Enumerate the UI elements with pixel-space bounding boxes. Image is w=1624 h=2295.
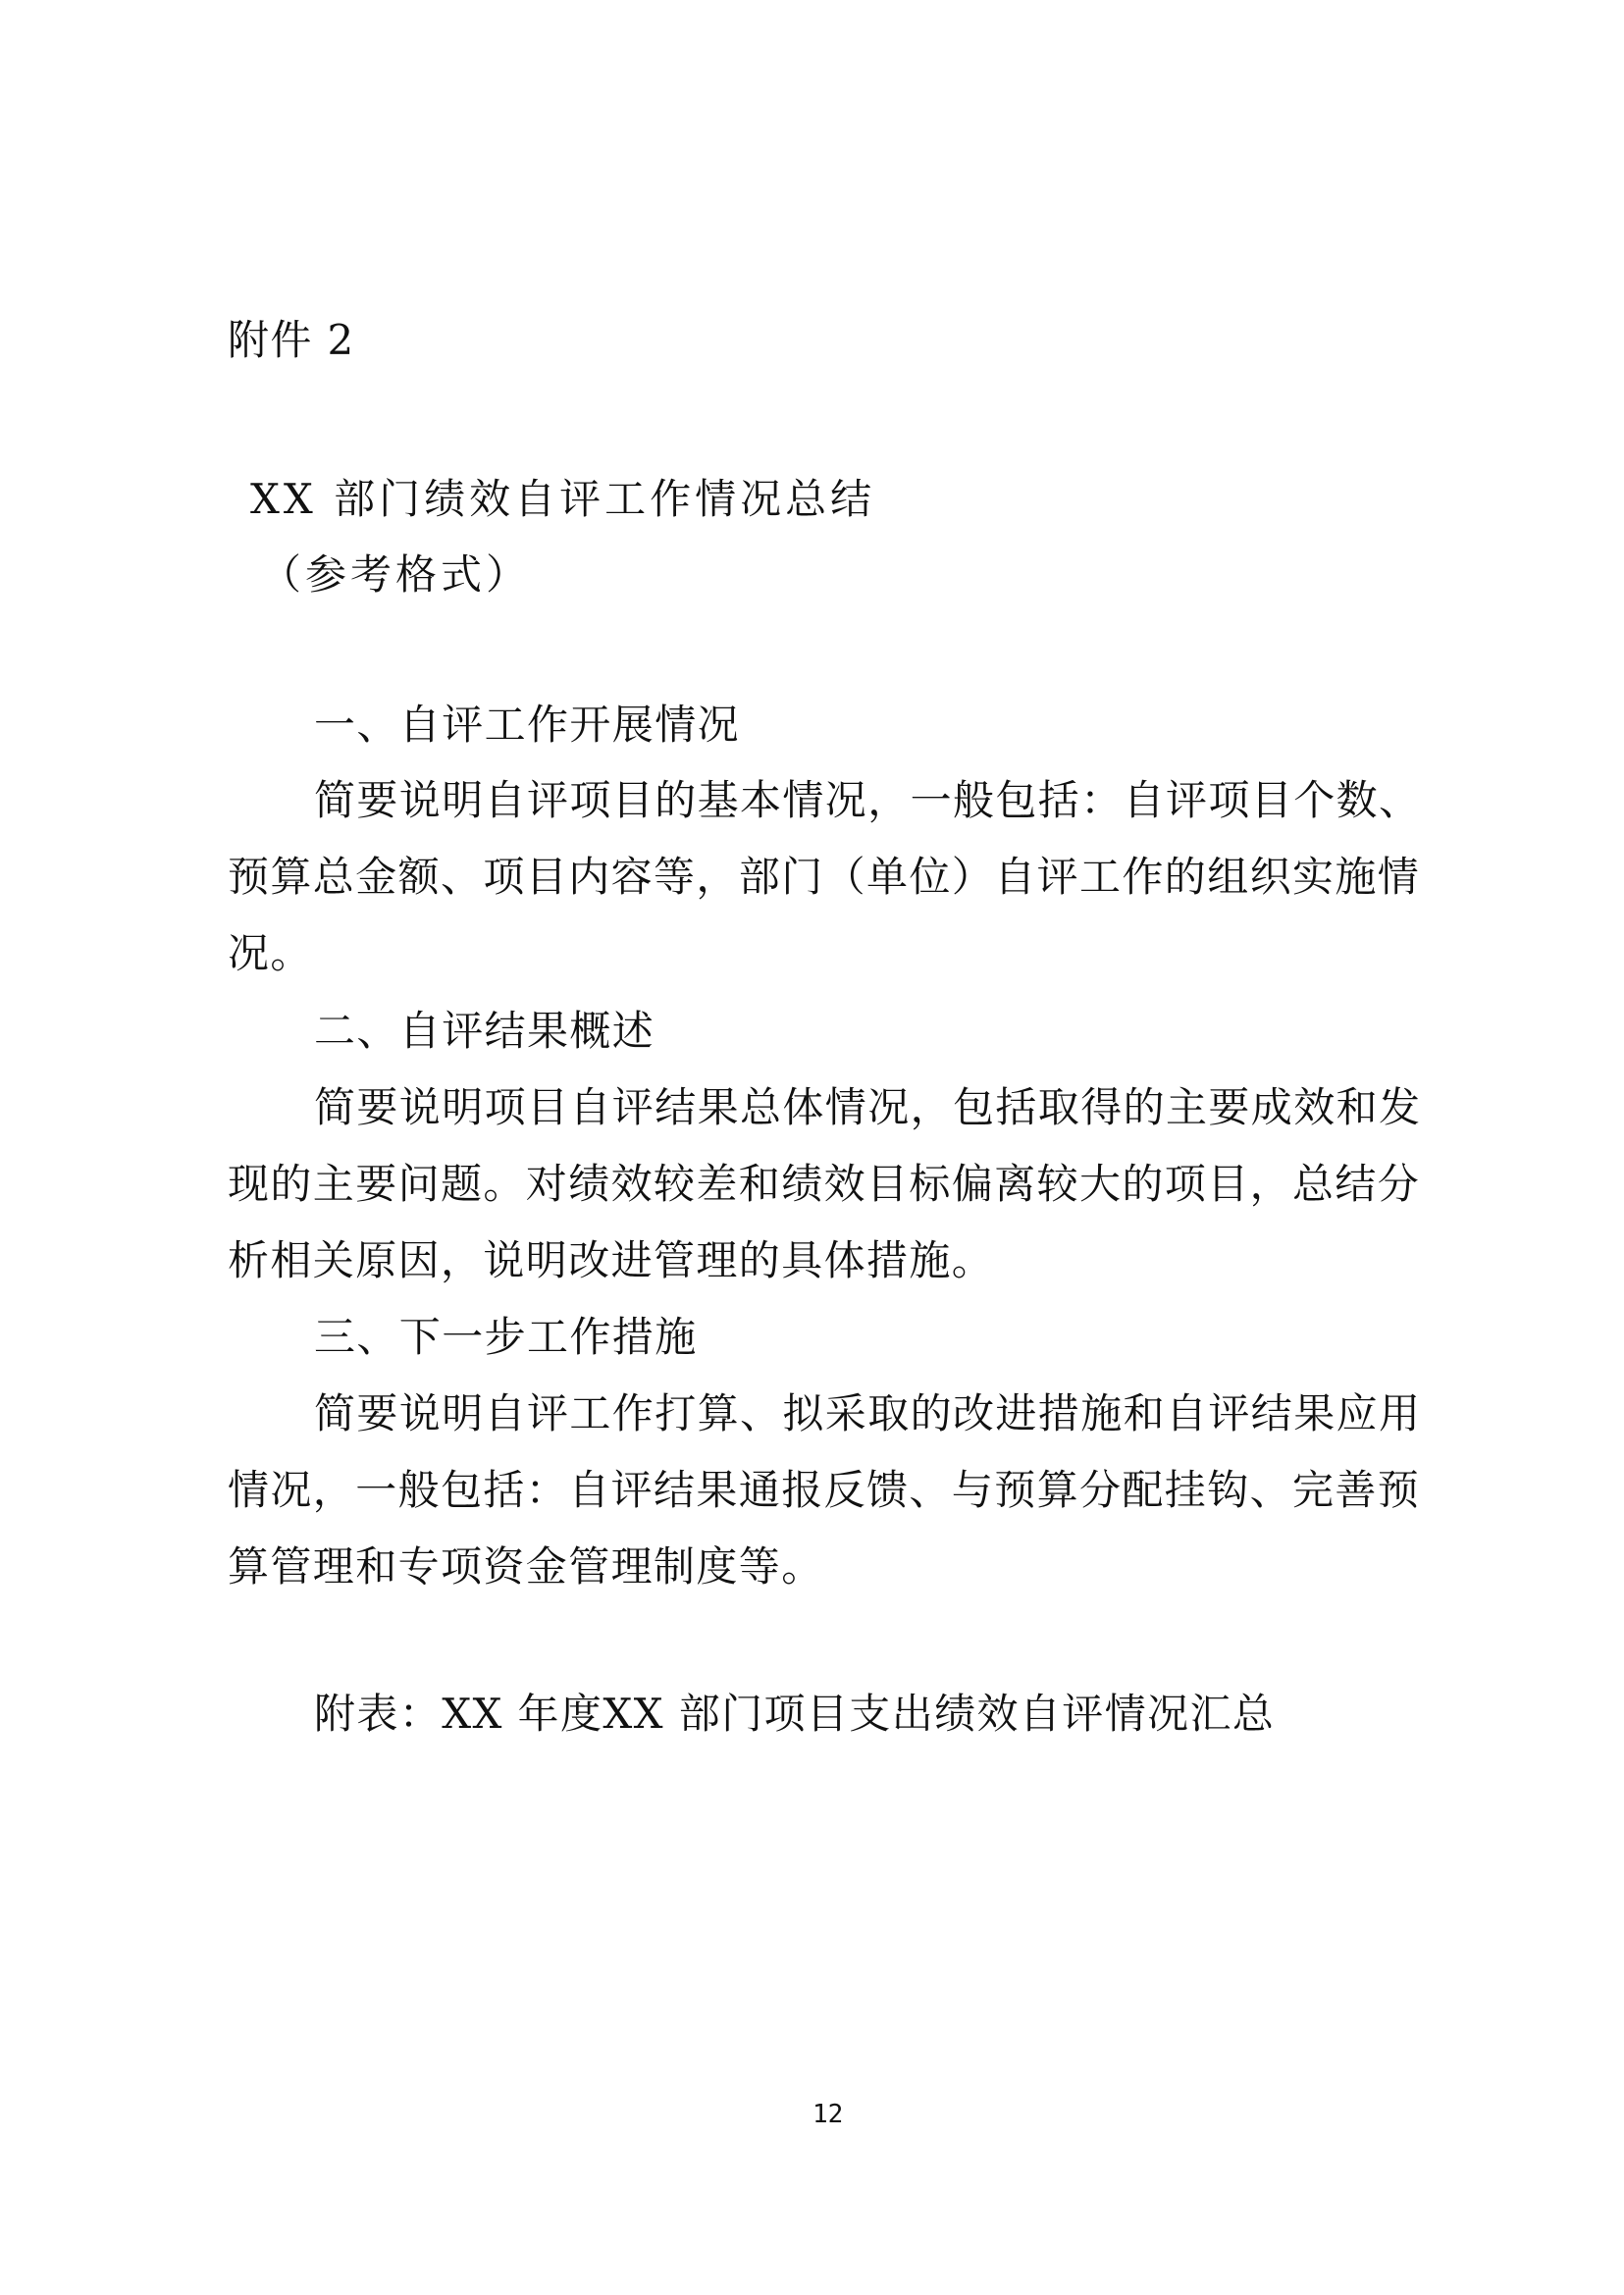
document-subtitle: （参考格式）: [260, 550, 532, 599]
section-heading-1: 一、自评工作开展情况: [314, 701, 741, 749]
document-title: XX 部门绩效自评工作情况总结: [250, 475, 876, 523]
section-1-line-2: 预算总金额、项目内容等，部门（单位）自评工作的组织实施情: [228, 853, 1421, 901]
section-heading-2: 二、自评结果概述: [314, 1007, 655, 1055]
appendix-table-reference: 附表：XX 年度XX 部门项目支出绩效自评情况汇总: [314, 1690, 1276, 1738]
section-heading-3: 三、下一步工作措施: [314, 1313, 698, 1361]
section-2-line-3: 析相关原因，说明改进管理的具体措施。: [228, 1236, 995, 1284]
section-1-line-1: 简要说明自评项目的基本情况，一般包括：自评项目个数、: [314, 776, 1422, 824]
section-1-line-3: 况。: [228, 929, 313, 977]
section-2-line-1: 简要说明项目自评结果总体情况，包括取得的主要成效和发: [314, 1083, 1422, 1131]
attachment-label: 附件 2: [228, 316, 355, 364]
section-3-line-3: 算管理和专项资金管理制度等。: [228, 1542, 824, 1591]
page-number: 12: [812, 2100, 844, 2129]
section-2-line-2: 现的主要问题。对绩效较差和绩效目标偏离较大的项目，总结分: [228, 1160, 1421, 1208]
section-3-line-2: 情况，一般包括：自评结果通报反馈、与预算分配挂钩、完善预: [228, 1466, 1421, 1514]
section-3-line-1: 简要说明自评工作打算、拟采取的改进措施和自评结果应用: [314, 1389, 1422, 1437]
